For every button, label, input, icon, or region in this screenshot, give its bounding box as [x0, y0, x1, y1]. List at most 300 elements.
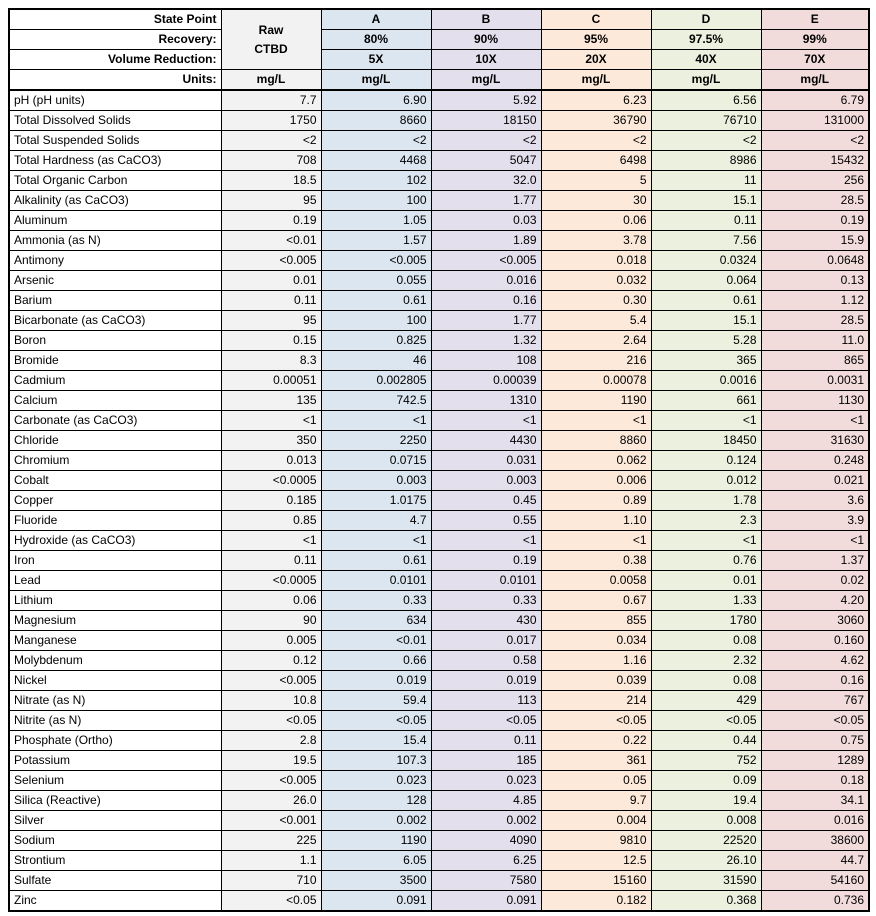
value-raw: <0.01	[221, 231, 321, 251]
value-e: 1289	[761, 751, 869, 771]
table-row	[9, 151, 869, 171]
value-b: 0.016	[431, 271, 541, 291]
value-a: 6.05	[321, 851, 431, 871]
value-c: 2.64	[541, 331, 651, 351]
table-row	[9, 471, 869, 491]
table-row	[9, 311, 869, 331]
value-raw: 0.185	[221, 491, 321, 511]
table-row	[9, 811, 869, 831]
value-c: 3.78	[541, 231, 651, 251]
value-e: 1.37	[761, 551, 869, 571]
value-raw: <2	[221, 131, 321, 151]
value-a: <0.005	[321, 251, 431, 271]
value-b: 0.19	[431, 551, 541, 571]
value-e: 0.13	[761, 271, 869, 291]
recovery-e: 99%	[761, 30, 869, 50]
table-row	[9, 111, 869, 131]
volume-reduction-e: 70X	[761, 50, 869, 70]
value-raw: 1750	[221, 111, 321, 131]
value-raw: 95	[221, 191, 321, 211]
parameter-name: Alkalinity (as CaCO3)	[9, 191, 221, 211]
value-b: 0.58	[431, 651, 541, 671]
value-a: 2250	[321, 431, 431, 451]
value-e: 44.7	[761, 851, 869, 871]
parameter-name: Calcium	[9, 391, 221, 411]
value-raw: 90	[221, 611, 321, 631]
value-a: 107.3	[321, 751, 431, 771]
parameter-name: Total Hardness (as CaCO3)	[9, 151, 221, 171]
value-d: <0.05	[651, 711, 761, 731]
value-c: 0.182	[541, 891, 651, 912]
header-label-volume-reduction: Volume Reduction:	[9, 50, 221, 70]
parameter-name: Magnesium	[9, 611, 221, 631]
parameter-name: Nickel	[9, 671, 221, 691]
volume-reduction-d: 40X	[651, 50, 761, 70]
value-a: 634	[321, 611, 431, 631]
value-a: 0.825	[321, 331, 431, 351]
value-d: 0.08	[651, 631, 761, 651]
value-b: 0.003	[431, 471, 541, 491]
value-raw: <0.0005	[221, 571, 321, 591]
value-a: 128	[321, 791, 431, 811]
state-point-e: E	[761, 9, 869, 30]
value-a: 0.023	[321, 771, 431, 791]
table-row	[9, 551, 869, 571]
table-row	[9, 871, 869, 891]
table-row	[9, 191, 869, 211]
parameter-name: Iron	[9, 551, 221, 571]
value-c: 1190	[541, 391, 651, 411]
value-raw: 1.1	[221, 851, 321, 871]
parameter-name: Arsenic	[9, 271, 221, 291]
value-b: 108	[431, 351, 541, 371]
value-raw: <0.0005	[221, 471, 321, 491]
value-b: 0.45	[431, 491, 541, 511]
value-e: 11.0	[761, 331, 869, 351]
value-c: 0.67	[541, 591, 651, 611]
value-a: 15.4	[321, 731, 431, 751]
table-row	[9, 571, 869, 591]
volume-reduction-b: 10X	[431, 50, 541, 70]
value-b: 0.017	[431, 631, 541, 651]
value-d: 31590	[651, 871, 761, 891]
value-b: <2	[431, 131, 541, 151]
value-b: 18150	[431, 111, 541, 131]
value-b: 1.32	[431, 331, 541, 351]
recovery-a: 80%	[321, 30, 431, 50]
value-c: 0.05	[541, 771, 651, 791]
value-a: 0.66	[321, 651, 431, 671]
value-c: 0.039	[541, 671, 651, 691]
parameter-name: Hydroxide (as CaCO3)	[9, 531, 221, 551]
value-c: 0.062	[541, 451, 651, 471]
value-e: 28.5	[761, 311, 869, 331]
parameter-name: Zinc	[9, 891, 221, 912]
units-raw: mg/L	[221, 70, 321, 91]
table-row	[9, 831, 869, 851]
value-c: 0.032	[541, 271, 651, 291]
recovery-d: 97.5%	[651, 30, 761, 50]
value-a: 0.002805	[321, 371, 431, 391]
value-d: 752	[651, 751, 761, 771]
value-c: <0.05	[541, 711, 651, 731]
table-row	[9, 171, 869, 191]
value-d: 0.008	[651, 811, 761, 831]
parameter-name: Total Suspended Solids	[9, 131, 221, 151]
parameter-name: Strontium	[9, 851, 221, 871]
value-b: 0.00039	[431, 371, 541, 391]
value-b: 1.77	[431, 191, 541, 211]
value-e: 131000	[761, 111, 869, 131]
table-row	[9, 431, 869, 451]
value-b: 7580	[431, 871, 541, 891]
value-d: 0.08	[651, 671, 761, 691]
volume-reduction-c: 20X	[541, 50, 651, 70]
recovery-c: 95%	[541, 30, 651, 50]
parameter-name: Ammonia (as N)	[9, 231, 221, 251]
header-raw-ctbd	[221, 9, 321, 70]
value-d: 0.368	[651, 891, 761, 912]
value-raw: <0.005	[221, 251, 321, 271]
value-b: 0.11	[431, 731, 541, 751]
value-raw: 0.11	[221, 551, 321, 571]
parameter-name: Antimony	[9, 251, 221, 271]
table-row	[9, 231, 869, 251]
table-row	[9, 891, 869, 912]
value-d: 0.0016	[651, 371, 761, 391]
value-b: 1.89	[431, 231, 541, 251]
value-raw: <0.005	[221, 771, 321, 791]
value-c: 0.22	[541, 731, 651, 751]
table-row	[9, 411, 869, 431]
value-a: 742.5	[321, 391, 431, 411]
value-c: 9810	[541, 831, 651, 851]
value-d: 365	[651, 351, 761, 371]
value-a: <0.01	[321, 631, 431, 651]
parameter-name: Carbonate (as CaCO3)	[9, 411, 221, 431]
recovery-b: 90%	[431, 30, 541, 50]
value-e: 0.0031	[761, 371, 869, 391]
value-b: 0.019	[431, 671, 541, 691]
state-point-a: A	[321, 9, 431, 30]
value-a: 0.091	[321, 891, 431, 912]
table-row	[9, 511, 869, 531]
header-label-state-point: State Point	[9, 9, 221, 30]
value-c: 12.5	[541, 851, 651, 871]
header-label-recovery: Recovery:	[9, 30, 221, 50]
value-raw: 26.0	[221, 791, 321, 811]
value-d: 5.28	[651, 331, 761, 351]
value-e: 0.75	[761, 731, 869, 751]
ctbd-label: CTBD	[254, 41, 288, 56]
parameter-name: Manganese	[9, 631, 221, 651]
value-c: 0.018	[541, 251, 651, 271]
value-e: 1.12	[761, 291, 869, 311]
table-row	[9, 131, 869, 151]
value-raw: 135	[221, 391, 321, 411]
value-a: 0.33	[321, 591, 431, 611]
table-row	[9, 371, 869, 391]
value-b: 0.16	[431, 291, 541, 311]
value-c: <1	[541, 531, 651, 551]
value-c: 5.4	[541, 311, 651, 331]
value-raw: 0.11	[221, 291, 321, 311]
value-d: 429	[651, 691, 761, 711]
value-c: 0.0058	[541, 571, 651, 591]
value-raw: <1	[221, 411, 321, 431]
value-a: 4.7	[321, 511, 431, 531]
value-b: 0.023	[431, 771, 541, 791]
value-b: <1	[431, 411, 541, 431]
parameter-name: Sulfate	[9, 871, 221, 891]
parameter-name: Chloride	[9, 431, 221, 451]
units-c: mg/L	[541, 70, 651, 91]
value-e: 0.016	[761, 811, 869, 831]
value-e: 0.19	[761, 211, 869, 231]
table-row	[9, 271, 869, 291]
value-b: 113	[431, 691, 541, 711]
value-a: 0.61	[321, 551, 431, 571]
table-row	[9, 611, 869, 631]
value-raw: <0.05	[221, 711, 321, 731]
parameter-name: Sodium	[9, 831, 221, 851]
value-b: <1	[431, 531, 541, 551]
parameter-name: Nitrate (as N)	[9, 691, 221, 711]
value-raw: <0.005	[221, 671, 321, 691]
value-raw: 95	[221, 311, 321, 331]
value-raw: 2.8	[221, 731, 321, 751]
value-raw: 0.19	[221, 211, 321, 231]
value-d: 15.1	[651, 191, 761, 211]
value-a: 6.90	[321, 90, 431, 111]
value-a: 0.0715	[321, 451, 431, 471]
parameter-name: Cobalt	[9, 471, 221, 491]
value-d: 2.3	[651, 511, 761, 531]
value-e: 767	[761, 691, 869, 711]
value-b: 4430	[431, 431, 541, 451]
value-raw: 708	[221, 151, 321, 171]
table-row	[9, 391, 869, 411]
value-d: 661	[651, 391, 761, 411]
value-raw: 0.06	[221, 591, 321, 611]
value-c: 0.38	[541, 551, 651, 571]
value-d: 15.1	[651, 311, 761, 331]
value-d: 0.0324	[651, 251, 761, 271]
value-b: 0.55	[431, 511, 541, 531]
header-label-units: Units:	[9, 70, 221, 91]
parameter-name: Cadmium	[9, 371, 221, 391]
value-e: 28.5	[761, 191, 869, 211]
value-a: <0.05	[321, 711, 431, 731]
parameter-name: Copper	[9, 491, 221, 511]
table-row	[9, 711, 869, 731]
value-c: 1.16	[541, 651, 651, 671]
table-row	[9, 791, 869, 811]
value-d: 7.56	[651, 231, 761, 251]
value-b: 4.85	[431, 791, 541, 811]
parameter-name: Phosphate (Ortho)	[9, 731, 221, 751]
value-c: 0.06	[541, 211, 651, 231]
value-e: 4.62	[761, 651, 869, 671]
value-e: 0.02	[761, 571, 869, 591]
value-raw: <1	[221, 531, 321, 551]
value-d: 8986	[651, 151, 761, 171]
value-d: 0.012	[651, 471, 761, 491]
value-e: <1	[761, 531, 869, 551]
value-b: 5047	[431, 151, 541, 171]
header-row-recovery	[9, 30, 869, 50]
value-a: 0.002	[321, 811, 431, 831]
value-a: 0.003	[321, 471, 431, 491]
value-raw: 225	[221, 831, 321, 851]
table-row	[9, 691, 869, 711]
value-b: 0.33	[431, 591, 541, 611]
parameter-name: Silica (Reactive)	[9, 791, 221, 811]
value-d: 22520	[651, 831, 761, 851]
value-e: 0.160	[761, 631, 869, 651]
value-a: 1.57	[321, 231, 431, 251]
value-c: 0.89	[541, 491, 651, 511]
volume-reduction-a: 5X	[321, 50, 431, 70]
value-a: 46	[321, 351, 431, 371]
value-a: <1	[321, 411, 431, 431]
value-a: 100	[321, 311, 431, 331]
value-raw: 710	[221, 871, 321, 891]
value-d: 0.09	[651, 771, 761, 791]
state-point-d: D	[651, 9, 761, 30]
value-b: 0.03	[431, 211, 541, 231]
parameter-name: pH (pH units)	[9, 90, 221, 111]
units-b: mg/L	[431, 70, 541, 91]
value-raw: 0.013	[221, 451, 321, 471]
value-d: 1780	[651, 611, 761, 631]
value-e: 0.18	[761, 771, 869, 791]
value-raw: 19.5	[221, 751, 321, 771]
value-c: 0.00078	[541, 371, 651, 391]
value-d: 6.56	[651, 90, 761, 111]
value-raw: 0.12	[221, 651, 321, 671]
table-row	[9, 291, 869, 311]
value-e: 0.16	[761, 671, 869, 691]
value-raw: 0.00051	[221, 371, 321, 391]
value-a: 0.61	[321, 291, 431, 311]
value-c: 361	[541, 751, 651, 771]
parameter-name: Aluminum	[9, 211, 221, 231]
value-a: <1	[321, 531, 431, 551]
value-c: <1	[541, 411, 651, 431]
value-raw: <0.001	[221, 811, 321, 831]
table-row	[9, 251, 869, 271]
value-d: 0.124	[651, 451, 761, 471]
value-a: 8660	[321, 111, 431, 131]
value-d: <1	[651, 531, 761, 551]
value-d: 0.61	[651, 291, 761, 311]
value-a: 1.0175	[321, 491, 431, 511]
parameter-name: Selenium	[9, 771, 221, 791]
value-raw: 0.15	[221, 331, 321, 351]
value-raw: 8.3	[221, 351, 321, 371]
raw-label: Raw	[258, 22, 284, 37]
parameter-name: Molybdenum	[9, 651, 221, 671]
value-d: 1.78	[651, 491, 761, 511]
value-e: 6.79	[761, 90, 869, 111]
value-c: 15160	[541, 871, 651, 891]
parameter-name: Potassium	[9, 751, 221, 771]
value-a: 4468	[321, 151, 431, 171]
value-b: 0.031	[431, 451, 541, 471]
table-row	[9, 771, 869, 791]
value-d: 0.44	[651, 731, 761, 751]
value-d: 0.76	[651, 551, 761, 571]
units-d: mg/L	[651, 70, 761, 91]
value-b: 0.002	[431, 811, 541, 831]
value-e: 3.9	[761, 511, 869, 531]
parameter-name: Fluoride	[9, 511, 221, 531]
water-quality-table	[8, 8, 870, 912]
value-c: 36790	[541, 111, 651, 131]
value-e: 0.248	[761, 451, 869, 471]
value-c: 0.034	[541, 631, 651, 651]
value-e: 1130	[761, 391, 869, 411]
value-d: 0.01	[651, 571, 761, 591]
value-c: 1.10	[541, 511, 651, 531]
value-c: 0.006	[541, 471, 651, 491]
value-b: 1.77	[431, 311, 541, 331]
value-c: 6498	[541, 151, 651, 171]
value-raw: <0.05	[221, 891, 321, 912]
value-c: 9.7	[541, 791, 651, 811]
value-e: <0.05	[761, 711, 869, 731]
value-a: 0.055	[321, 271, 431, 291]
value-raw: 18.5	[221, 171, 321, 191]
value-b: 185	[431, 751, 541, 771]
value-a: 1.05	[321, 211, 431, 231]
value-e: 0.021	[761, 471, 869, 491]
value-b: <0.005	[431, 251, 541, 271]
value-raw: 7.7	[221, 90, 321, 111]
state-point-c: C	[541, 9, 651, 30]
value-d: <2	[651, 131, 761, 151]
table-row	[9, 731, 869, 751]
parameter-name: Total Organic Carbon	[9, 171, 221, 191]
value-b: 4090	[431, 831, 541, 851]
value-e: 3060	[761, 611, 869, 631]
value-b: 0.091	[431, 891, 541, 912]
header-row-state-point	[9, 9, 869, 30]
parameter-name: Bromide	[9, 351, 221, 371]
table-row	[9, 211, 869, 231]
value-e: 256	[761, 171, 869, 191]
parameter-name: Silver	[9, 811, 221, 831]
table-row	[9, 491, 869, 511]
table-row	[9, 531, 869, 551]
value-raw: 0.85	[221, 511, 321, 531]
header-row-volume-reduction	[9, 50, 869, 70]
value-d: 1.33	[651, 591, 761, 611]
value-d: 26.10	[651, 851, 761, 871]
parameter-name: Lead	[9, 571, 221, 591]
value-d: 19.4	[651, 791, 761, 811]
value-c: 5	[541, 171, 651, 191]
value-a: 100	[321, 191, 431, 211]
value-d: 76710	[651, 111, 761, 131]
table-row	[9, 451, 869, 471]
header-row-units	[9, 70, 869, 91]
value-e: <1	[761, 411, 869, 431]
value-c: 0.004	[541, 811, 651, 831]
value-e: 3.6	[761, 491, 869, 511]
value-a: 59.4	[321, 691, 431, 711]
